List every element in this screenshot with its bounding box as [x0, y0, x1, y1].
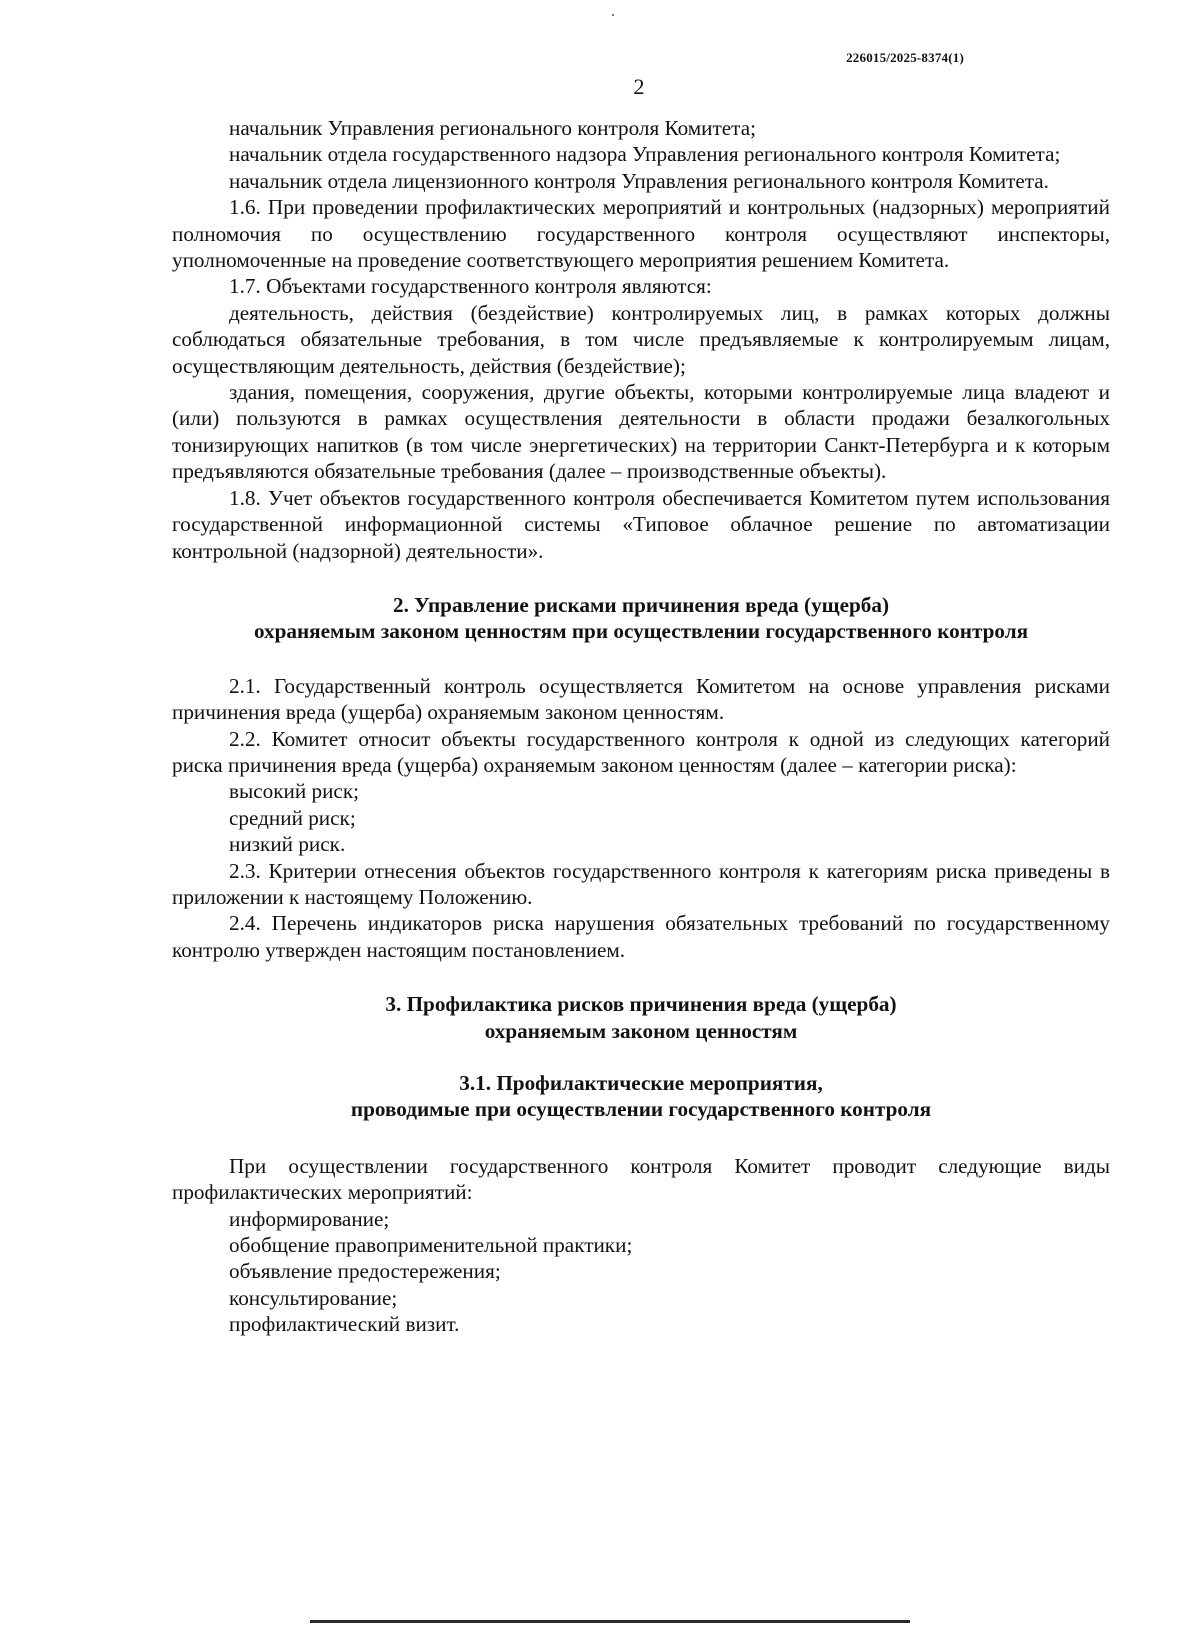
- section-heading-line: 3. Профилактика рисков причинения вреда (ущерба): [385, 992, 897, 1017]
- list-item: консультирование;: [229, 1285, 398, 1310]
- list-item: высокий риск;: [229, 779, 360, 804]
- document-body: [172, 115, 1110, 1338]
- paragraph: деятельность, действия (бездействие) контролируемых лиц, в рамках которых должны соблюдаться обязательные требования, в том числе предъявляемые к контролируемым лицам, осуществляющим деятельность, действия (бездействие);: [172, 300, 1110, 378]
- paragraph: начальник отдела лицензионного контроля Управления регионального контроля Комитета.: [229, 168, 1049, 193]
- list-item: профилактический визит.: [229, 1312, 460, 1337]
- paragraph-2-3: 2.3. Критерии отнесения объектов государственного контроля к категориям риска приведены в приложении к настоящему Положению.: [172, 858, 1110, 909]
- subsection-heading-line: 3.1. Профилактические мероприятия,: [459, 1071, 823, 1095]
- subsection-heading-line: проводимые при осуществлении государственного контроля: [350, 1097, 932, 1122]
- list-item: низкий риск.: [229, 832, 346, 857]
- list-item: средний риск;: [229, 805, 356, 830]
- paragraph-3-1-intro: При осуществлении государственного контроля Комитет проводит следующие виды профилактических мероприятий:: [172, 1153, 1110, 1205]
- paragraph: начальник Управления регионального контроля Комитета;: [229, 116, 756, 140]
- page-number: 2: [633, 74, 645, 99]
- paragraph-1-7: 1.7. Объектами государственного контроля являются:: [229, 274, 712, 299]
- paragraph-2-1: 2.1. Государственный контроль осуществляется Комитетом на основе управления рисками причинения вреда (ущерба) охраняемым законом ценностям.: [172, 673, 1110, 725]
- list-item: информирование;: [229, 1206, 390, 1231]
- list-item: объявление предостережения;: [229, 1259, 501, 1284]
- list-item: обобщение правоприменительной практики;: [229, 1233, 633, 1258]
- section-heading-line: охраняемым законом ценностям: [484, 1018, 798, 1043]
- subsection-3-1-heading: [172, 1070, 1110, 1123]
- document-number: 226015/2025-8374(1): [846, 50, 964, 65]
- paragraph: начальник отдела государственного надзора Управления регионального контроля Комитета;: [229, 142, 1061, 167]
- section-heading-line: 2. Управление рисками причинения вреда (ущерба): [392, 592, 890, 617]
- section-3-heading: [172, 991, 1110, 1044]
- paragraph: здания, помещения, сооружения, другие объекты, которыми контролируемые лица владеют и (или) пользуются в рамках осуществления деятельности в области продажи безалкогольных тонизирующих напитков (в том числе энергетических) на территории Санкт-Петербурга и к которым предъявляются обязательные требования (далее – производственные объекты).: [172, 380, 1110, 484]
- paragraph-2-2: 2.2. Комитет относит объекты государственного контроля к одной из следующих категорий риска причинения вреда (ущерба) охраняемым законом ценностям (далее – категории риска):: [172, 726, 1110, 777]
- paragraph-2-4: 2.4. Перечень индикаторов риска нарушения обязательных требований по государственному контролю утвержден настоящим постановлением.: [172, 911, 1110, 962]
- section-2-heading: [172, 592, 1110, 645]
- paragraph-1-8: 1.8. Учет объектов государственного контроля обеспечивается Комитетом путем использования государственной информационной системы «Типовое облачное решение по автоматизации контрольной (надзорной) деятельности».: [172, 485, 1110, 563]
- scan-speck: [612, 14, 614, 16]
- paragraph-1-6: 1.6. При проведении профилактических мероприятий и контрольных (надзорных) мероприятий полномочия по осуществлению государственного контроля осуществляют инспекторы, уполномоченные на проведение соответствующего мероприятия решением Комитета.: [172, 195, 1110, 273]
- section-heading-line: охраняемым законом ценностям при осуществлении государственного контроля: [253, 619, 1029, 644]
- scan-bottom-edge: [310, 1620, 910, 1623]
